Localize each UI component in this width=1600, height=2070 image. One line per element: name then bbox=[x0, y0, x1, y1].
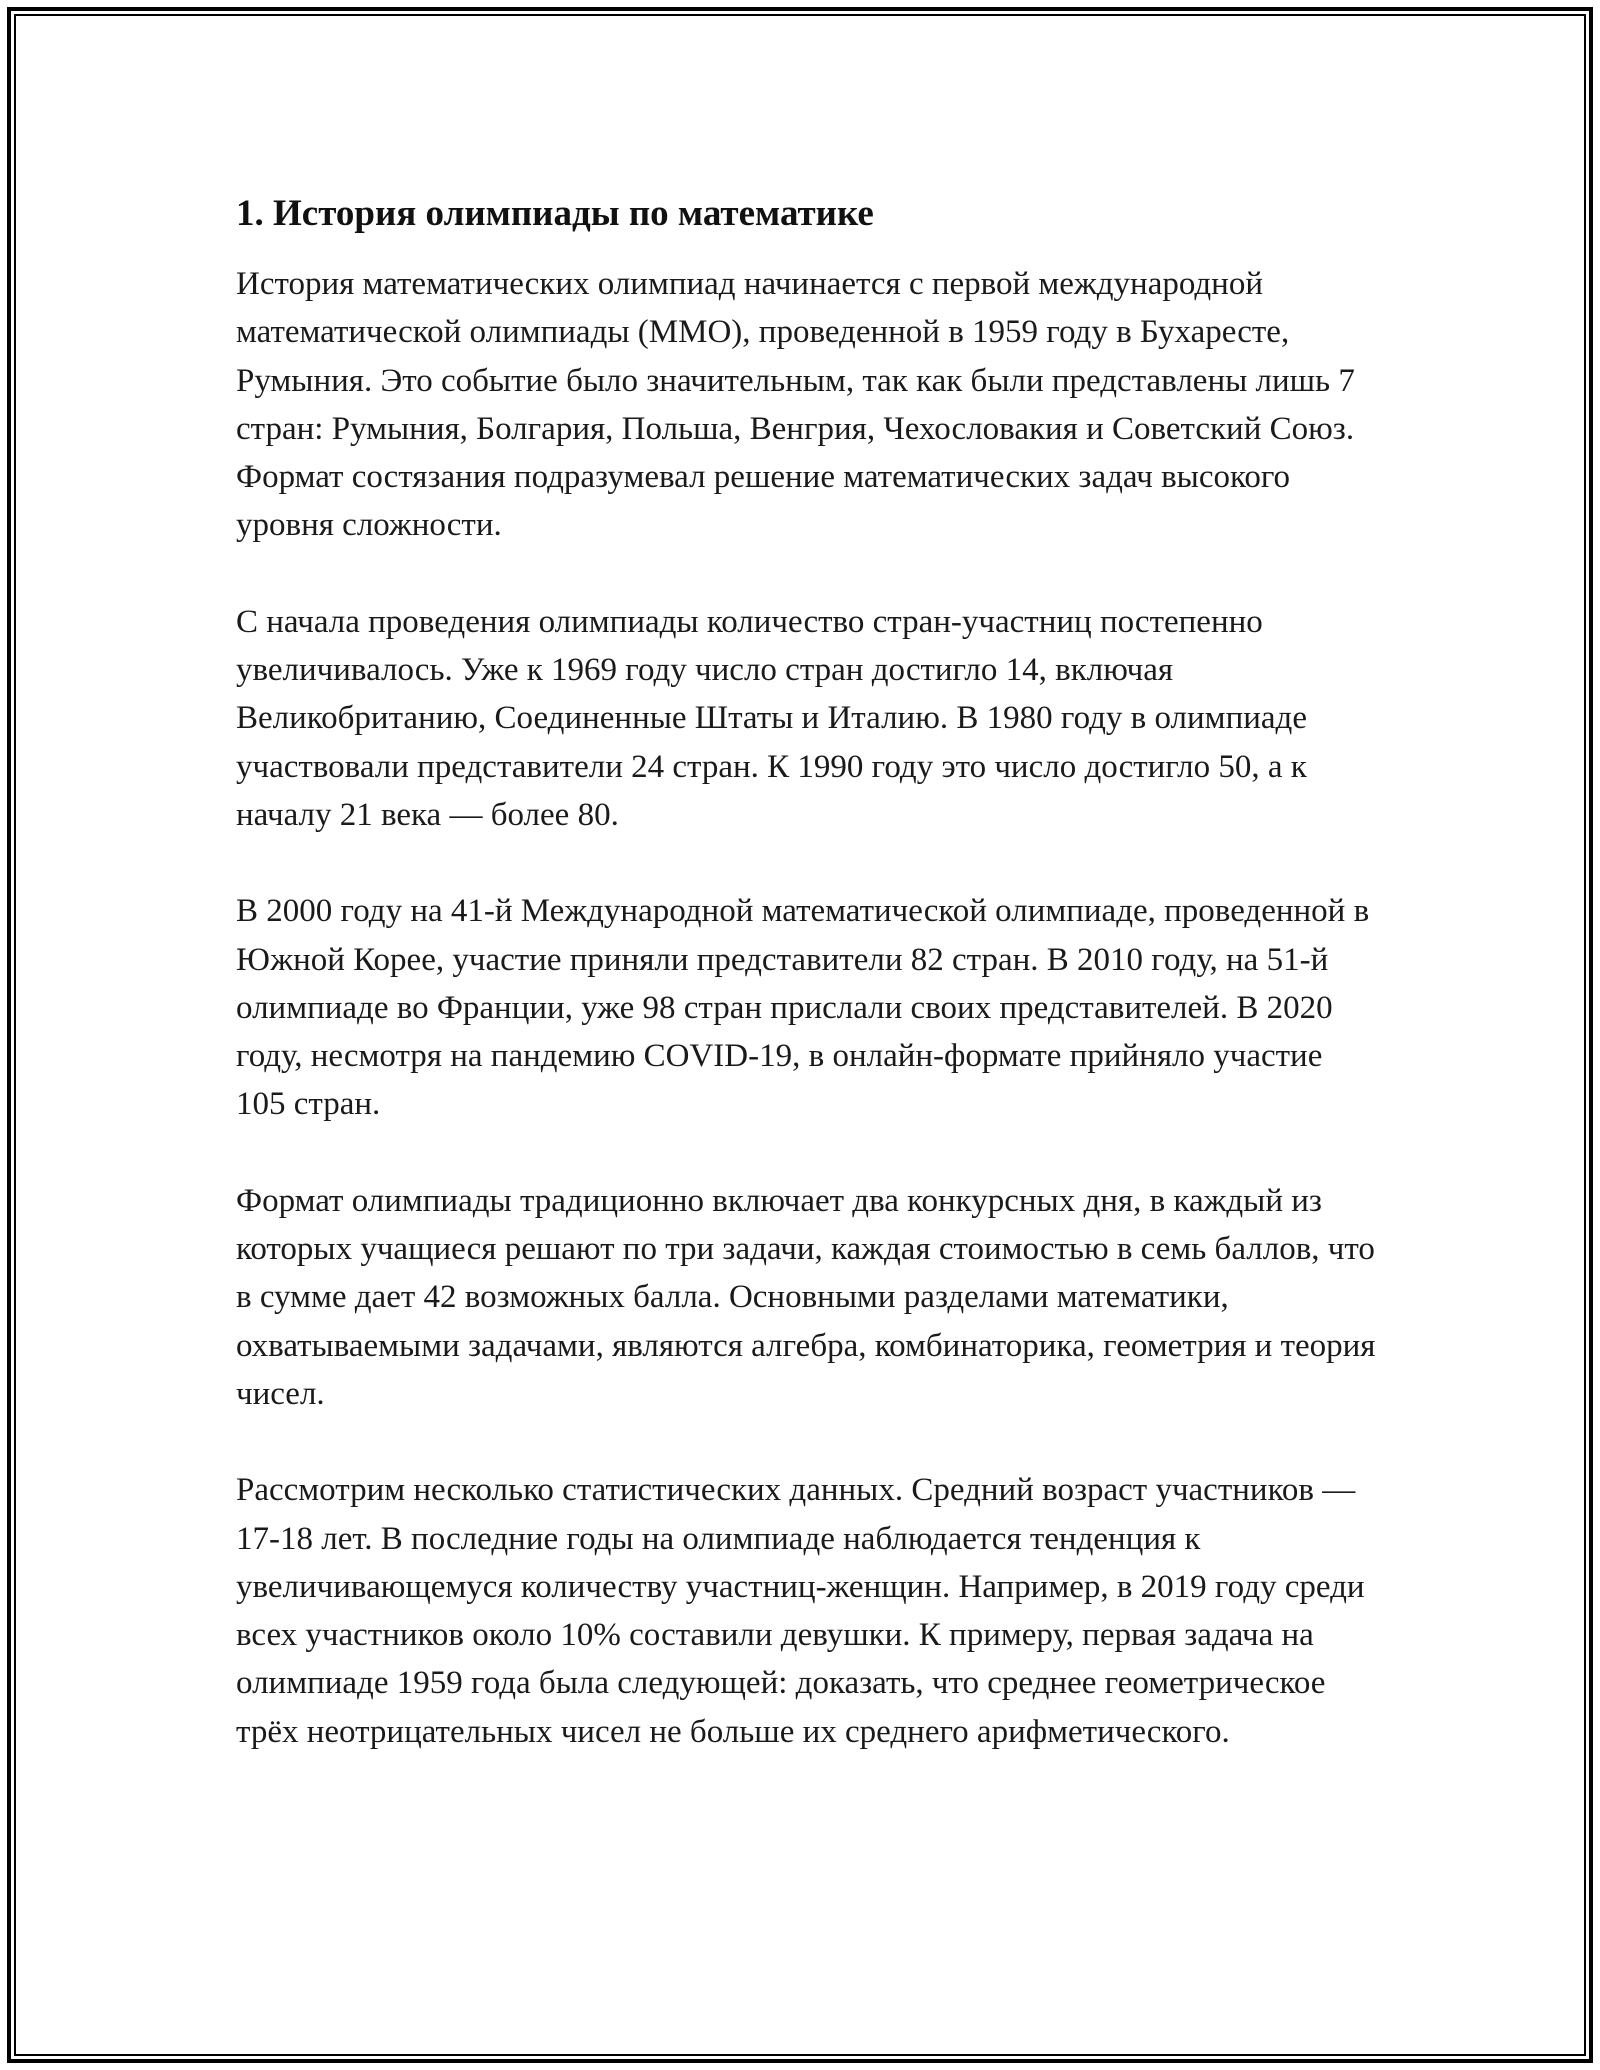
section-heading: 1. История олимпиады по математике bbox=[236, 193, 874, 234]
paragraph-statistics: Рассмотрим несколько статистических данных. Средний возраст участников — 17-18 лет. В последние годы на олимпиаде наблюдается тенденция к увеличивающемуся количеству участниц-женщин. Например, в 2019 году среди всех участников около 10% составили девушки. К примеру, первая задача на олимпиаде 1959 года была следующей: доказать, что среднее геометрическое трёх неотрицательных чисел не больше их среднего арифметического. bbox=[236, 1472, 1365, 1750]
paragraph-history-start: История математических олимпиад начинается с первой международной математической олимпиады (ММО), проведенной в 1959 году в Бухаресте, Румыния. Это событие было значительным, так как были представлены лишь 7 стран: Румыния, Болгария, Польша, Венгрия, Чехословакия и Советский Союз. Формат состязания подразумевал решение математических задач высокого уровня сложности. bbox=[236, 266, 1355, 544]
paragraph-country-growth: С начала проведения олимпиады количество стран-участниц постепенно увеличивалось. Уже к 1969 году число стран достигло 14, включая Великобританию, Соединенные Штаты и Италию. В 1980 году в олимпиаде участвовали представители 24 стран. К 1990 году это число достигло 50, а к началу 21 века — более 80. bbox=[236, 603, 1307, 833]
paragraph-format: Формат олимпиады традиционно включает два конкурсных дня, в каждый из которых учащиеся решают по три задачи, каждая стоимостью в семь баллов, что в сумме дает 42 возможных балла. Основными разделами математики, охватываемыми задачами, являются алгебра, комбинаторика, геометрия и теория чисел. bbox=[236, 1182, 1376, 1412]
paragraph-recent-olympiads: В 2000 году на 41-й Международной математической олимпиаде, проведенной в Южной Корее, участие приняли представители 82 стран. В 2010 году, на 51-й олимпиаде во Франции, уже 98 стран прислали своих представителей. В 2020 году, несмотря на пандемию COVID-19, в онлайн-формате прийняло участие 105 стран. bbox=[236, 893, 1370, 1123]
document-body bbox=[236, 186, 1376, 1804]
